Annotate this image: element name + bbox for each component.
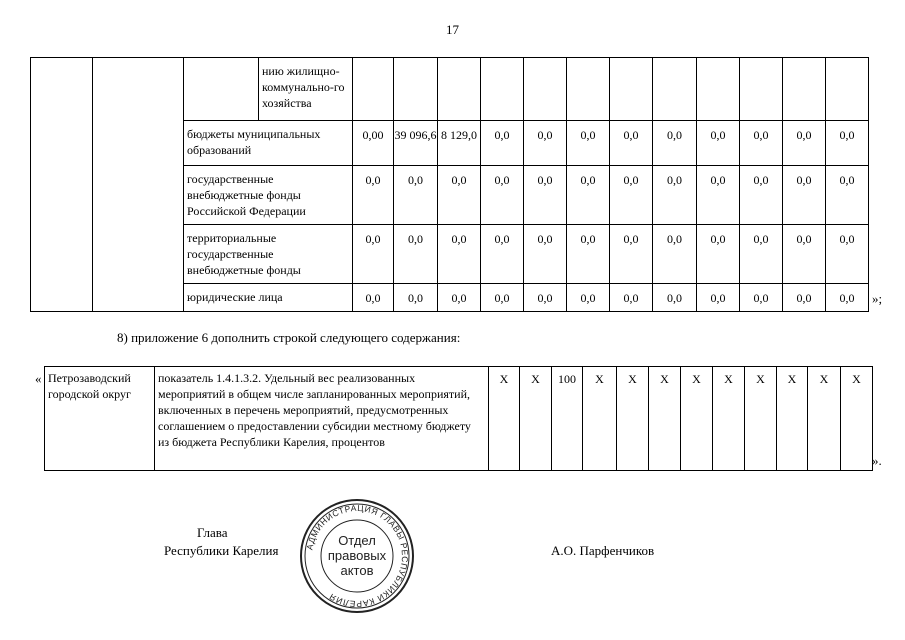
value-cell: 0,0: [481, 225, 524, 284]
value-cell: 0,0: [394, 225, 438, 284]
value-cell: Х: [841, 367, 873, 471]
table-row: [45, 367, 873, 471]
value-cell: 0,0: [610, 284, 653, 312]
value-cell: [524, 58, 567, 121]
value-cell: Х: [777, 367, 808, 471]
value-cell: 0,0: [740, 225, 783, 284]
value-cell: Х: [745, 367, 777, 471]
empty-cell: [31, 58, 93, 312]
value-cell: 0,0: [826, 225, 869, 284]
value-cell: 0,0: [567, 225, 610, 284]
value-cell: Х: [520, 367, 552, 471]
value-cell: [826, 58, 869, 121]
value-cell: Х: [649, 367, 681, 471]
value-cell: 0,0: [567, 166, 610, 225]
value-cell: Х: [617, 367, 649, 471]
value-cell: 0,0: [567, 284, 610, 312]
closing-quote: »;: [872, 291, 883, 306]
indicator-cell: показатель 1.4.1.3.2. Удельный вес реализованных мероприятий в общем числе запланированных мероприятий, включенных в перечень мероприятий, предусмотренных соглашением о предоставлении субсидии местному бюджету из бюджета Республики Карелия, процентов: [155, 367, 489, 471]
value-cell: 0,0: [353, 225, 394, 284]
value-cell: 0,0: [394, 284, 438, 312]
municipality-cell: Петрозаводский городской округ: [45, 367, 155, 471]
value-cell: 0,0: [438, 284, 481, 312]
value-cell: 0,0: [567, 121, 610, 166]
row-label: государственные внебюджетные фонды Российской Федерации: [184, 166, 353, 225]
row-label: юридические лица: [184, 284, 353, 312]
value-cell: 0,0: [481, 121, 524, 166]
value-cell: 0,0: [438, 166, 481, 225]
financing-table: [30, 57, 869, 312]
value-cell: Х: [583, 367, 617, 471]
value-cell: 0,0: [438, 225, 481, 284]
value-cell: 0,0: [783, 166, 826, 225]
value-cell: [394, 58, 438, 121]
stamp-ring-text: АДМИНИСТРАЦИЯ ГЛАВЫ РЕСПУБЛИКИ КАРЕЛИЯ: [304, 502, 411, 610]
row-sublabel: нию жилищно-коммунально-го хозяйства: [259, 58, 353, 121]
stamp-line-2: правовых: [327, 548, 387, 563]
value-cell: 0,0: [353, 166, 394, 225]
value-cell: [610, 58, 653, 121]
value-cell: 0,0: [697, 284, 740, 312]
indicator-table: [44, 366, 873, 471]
value-cell: 0,0: [524, 121, 567, 166]
opening-quote: «: [35, 371, 42, 386]
value-cell: [567, 58, 610, 121]
value-cell: 0,0: [394, 166, 438, 225]
value-cell: 0,0: [481, 284, 524, 312]
value-cell: 0,0: [653, 284, 697, 312]
value-cell: [481, 58, 524, 121]
table-row: [31, 58, 869, 121]
value-cell: 0,0: [783, 225, 826, 284]
page-number: 17: [446, 22, 459, 37]
value-cell: [740, 58, 783, 121]
value-cell: Х: [681, 367, 713, 471]
value-cell: 0,0: [481, 166, 524, 225]
value-cell: 0,0: [826, 166, 869, 225]
signatory-title: Глава: [197, 525, 228, 540]
value-cell: 0,0: [524, 166, 567, 225]
empty-cell: [184, 58, 259, 121]
item-8-text: 8) приложение 6 дополнить строкой следующего содержания:: [117, 330, 461, 345]
value-cell: 100: [552, 367, 583, 471]
value-cell: 0,0: [653, 166, 697, 225]
row-label: бюджеты муниципальных образований: [184, 121, 353, 166]
value-cell: 0,0: [610, 166, 653, 225]
value-cell: 0,0: [697, 166, 740, 225]
value-cell: 0,0: [653, 225, 697, 284]
value-cell: 0,0: [653, 121, 697, 166]
value-cell: 0,0: [610, 225, 653, 284]
value-cell: 0,0: [524, 284, 567, 312]
value-cell: [783, 58, 826, 121]
value-cell: 0,0: [783, 121, 826, 166]
stamp-line-1: Отдел: [338, 533, 376, 548]
value-cell: Х: [808, 367, 841, 471]
value-cell: 0,00: [353, 121, 394, 166]
row-label: территориальные государственные внебюджетные фонды: [184, 225, 353, 284]
value-cell: [438, 58, 481, 121]
official-stamp: [298, 497, 416, 615]
value-cell: 8 129,0: [438, 121, 481, 166]
value-cell: 0,0: [740, 284, 783, 312]
value-cell: 0,0: [740, 166, 783, 225]
value-cell: [697, 58, 740, 121]
value-cell: [653, 58, 697, 121]
closing-quote: ».: [872, 453, 882, 468]
value-cell: 0,0: [697, 225, 740, 284]
value-cell: Х: [489, 367, 520, 471]
stamp-line-3: актов: [340, 563, 374, 578]
value-cell: Х: [713, 367, 745, 471]
value-cell: 0,0: [524, 225, 567, 284]
signatory-name: А.О. Парфенчиков: [551, 543, 655, 558]
empty-cell: [93, 58, 184, 312]
value-cell: 0,0: [353, 284, 394, 312]
value-cell: 39 096,6: [394, 121, 438, 166]
signatory-region: Республики Карелия: [164, 543, 279, 558]
value-cell: 0,0: [610, 121, 653, 166]
value-cell: [353, 58, 394, 121]
value-cell: 0,0: [697, 121, 740, 166]
value-cell: 0,0: [826, 121, 869, 166]
value-cell: 0,0: [783, 284, 826, 312]
value-cell: 0,0: [826, 284, 869, 312]
value-cell: 0,0: [740, 121, 783, 166]
